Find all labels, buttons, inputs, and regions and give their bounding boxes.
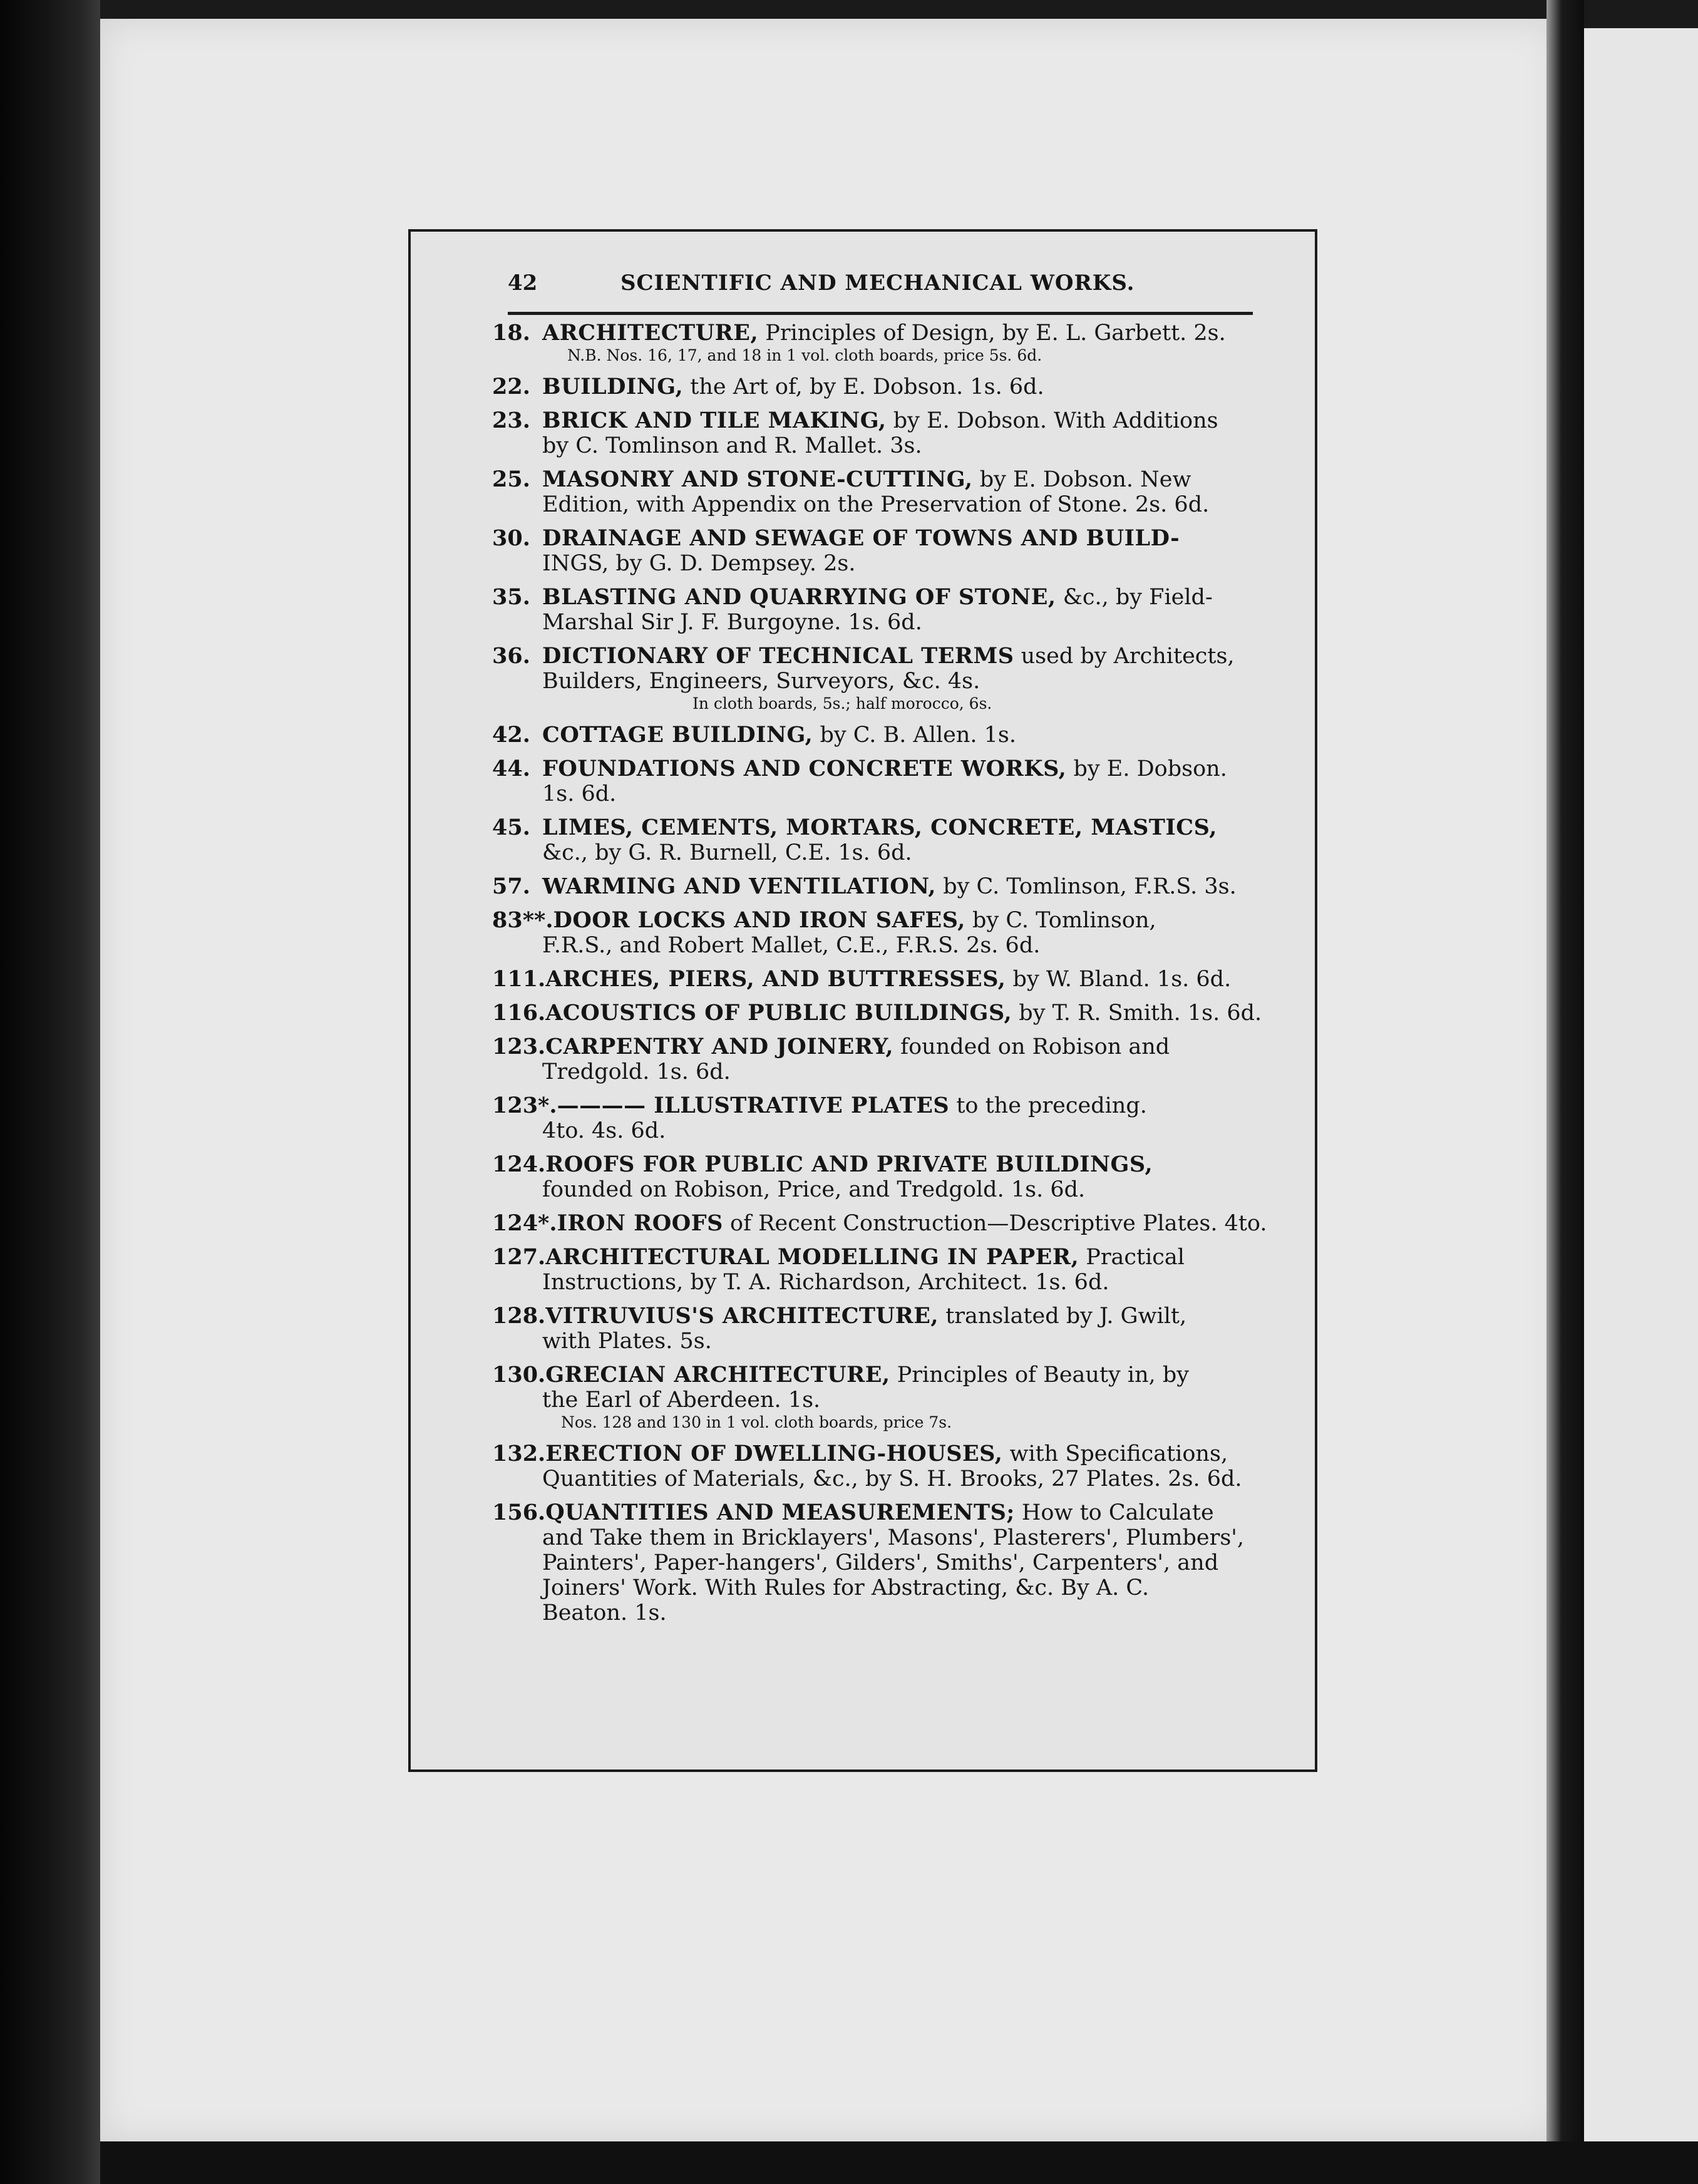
entry-title: CARPENTRY AND JOINERY,	[545, 1034, 894, 1059]
entry-continuation: by C. Tomlinson and R. Mallet. 3s.	[542, 433, 922, 458]
catalogue-entry	[492, 1500, 1253, 1625]
entry-text: by C. B. Allen. 1s.	[813, 723, 1017, 748]
catalogue-entry	[492, 874, 1253, 899]
entry-text: Principles of Design, by E. L. Garbett. 2s.	[758, 321, 1226, 346]
catalogue-entry	[492, 526, 1253, 576]
entry-title: ERECTION OF DWELLING-HOUSES,	[545, 1441, 1003, 1466]
entry-text: to the preceding.	[949, 1093, 1147, 1118]
entry-title: DICTIONARY OF TECHNICAL TERMS	[542, 643, 1014, 669]
entry-title: COTTAGE BUILDING,	[542, 722, 813, 748]
entry-number: 156.	[492, 1500, 546, 1525]
entry-number: 124*.	[492, 1210, 557, 1236]
entry-note: In cloth boards, 5s.; half morocco, 6s.	[692, 694, 992, 713]
entry-number: 130.	[492, 1362, 546, 1388]
entry-number: 123.	[492, 1034, 546, 1059]
facing-page-edge	[1584, 28, 1698, 2151]
entry-continuation: &c., by G. R. Burnell, C.E. 1s. 6d.	[542, 840, 912, 865]
page-number: 42	[508, 270, 538, 296]
entry-number: 18.	[492, 320, 530, 346]
entry-title: DOOR LOCKS AND IRON SAFES,	[553, 907, 965, 933]
entry-number: 36.	[492, 643, 530, 669]
entry-title: ARCHITECTURE,	[542, 320, 759, 346]
entry-title: BLASTING AND QUARRYING OF STONE,	[542, 584, 1056, 610]
catalogue-entry	[492, 723, 1253, 748]
entry-number: 30.	[492, 525, 530, 551]
entry-number: 127.	[492, 1244, 546, 1270]
entry-text: How to Calculate	[1014, 1500, 1214, 1525]
catalogue-entry	[492, 1034, 1253, 1084]
entry-title: MASONRY AND STONE-CUTTING,	[542, 466, 973, 492]
entry-number: 132.	[492, 1441, 546, 1466]
entry-title: ACOUSTICS OF PUBLIC BUILDINGS,	[545, 1000, 1012, 1026]
entry-number: 128.	[492, 1303, 546, 1329]
entry-continuation: and Take them in Bricklayers', Masons', Plasterers', Plumbers',	[542, 1525, 1245, 1550]
entry-continuation: the Earl of Aberdeen. 1s.	[542, 1388, 821, 1413]
entry-title: BUILDING,	[542, 374, 684, 399]
entry-number: 42.	[492, 722, 530, 748]
catalogue-entry	[492, 408, 1253, 458]
entry-text: by E. Dobson. With Additions	[886, 408, 1218, 433]
entry-title: LIMES, CEMENTS, MORTARS, CONCRETE, MASTICS,	[542, 815, 1217, 840]
entry-text: by C. Tomlinson, F.R.S. 3s.	[936, 874, 1237, 899]
entry-number: 83**.	[492, 907, 553, 933]
entry-text: by C. Tomlinson,	[965, 908, 1156, 933]
catalogue-entry	[492, 1000, 1262, 1026]
entry-continuation: Edition, with Appendix on the Preservation of Stone. 2s. 6d.	[542, 492, 1210, 517]
catalogue-entry	[492, 1152, 1253, 1202]
entry-text: founded on Robison and	[893, 1034, 1170, 1059]
catalogue-entry	[492, 815, 1253, 865]
entry-text: by W. Bland. 1s. 6d.	[1006, 967, 1232, 992]
book-gutter	[1546, 0, 1584, 2184]
entry-number: 57.	[492, 873, 530, 899]
header-rule	[508, 312, 1253, 315]
running-title: SCIENTIFIC AND MECHANICAL WORKS.	[620, 270, 1135, 296]
entry-continuation: Quantities of Materials, &c., by S. H. Brooks, 27 Plates. 2s. 6d.	[542, 1466, 1242, 1491]
entry-text: with Specifications,	[1002, 1441, 1228, 1466]
bottom-edge	[100, 2141, 1698, 2184]
entry-number: 116.	[492, 1000, 546, 1026]
catalogue-entry	[492, 321, 1253, 366]
entry-title: IRON ROOFS	[557, 1210, 723, 1236]
entry-number: 111.	[492, 966, 546, 992]
entry-continuation: Instructions, by T. A. Richardson, Architect. 1s. 6d.	[542, 1270, 1109, 1295]
entry-title: FOUNDATIONS AND CONCRETE WORKS,	[542, 756, 1067, 781]
catalogue-entry	[492, 967, 1253, 992]
entry-text: Principles of Beauty in, by	[890, 1362, 1190, 1388]
running-head	[508, 268, 1247, 307]
entry-title: WARMING AND VENTILATION,	[542, 873, 937, 899]
entry-continuation: 4to. 4s. 6d.	[542, 1118, 666, 1143]
entry-number: 22.	[492, 374, 530, 399]
entry-text: used by Architects,	[1014, 644, 1235, 669]
book-spine-edge	[0, 0, 100, 2184]
entry-continuation: INGS, by G. D. Dempsey. 2s.	[542, 551, 856, 576]
entry-continuation: Joiners' Work. With Rules for Abstracting, &c. By A. C.	[542, 1575, 1150, 1600]
entry-title: GRECIAN ARCHITECTURE,	[545, 1362, 890, 1388]
catalogue-list	[492, 320, 1267, 1634]
catalogue-entry	[492, 1304, 1253, 1354]
entry-title: ROOFS FOR PUBLIC AND PRIVATE BUILDINGS,	[545, 1151, 1153, 1177]
entry-number: 124.	[492, 1151, 546, 1177]
entry-continuation: F.R.S., and Robert Mallet, C.E., F.R.S. 2s. 6d.	[542, 933, 1041, 958]
entry-text: by T. R. Smith. 1s. 6d.	[1012, 1001, 1262, 1026]
catalogue-entry	[492, 374, 1253, 399]
entry-title: QUANTITIES AND MEASUREMENTS;	[545, 1500, 1015, 1525]
catalogue-entry	[492, 1362, 1253, 1433]
entry-text: translated by J. Gwilt,	[939, 1304, 1187, 1329]
entry-number: 23.	[492, 408, 530, 433]
catalogue-entry	[492, 1093, 1253, 1143]
entry-title: DRAINAGE AND SEWAGE OF TOWNS AND BUILD-	[542, 525, 1180, 551]
catalogue-entry	[492, 644, 1253, 714]
catalogue-entry	[492, 1441, 1253, 1491]
entry-title: ———— ILLUSTRATIVE PLATES	[557, 1093, 950, 1118]
entry-continuation: with Plates. 5s.	[542, 1329, 712, 1354]
entry-number: 123*.	[492, 1093, 557, 1118]
entry-title: ARCHITECTURAL MODELLING IN PAPER,	[545, 1244, 1079, 1270]
entry-number: 44.	[492, 756, 530, 781]
entry-number: 45.	[492, 815, 530, 840]
entry-note: N.B. Nos. 16, 17, and 18 in 1 vol. cloth boards, price 5s. 6d.	[567, 346, 1042, 364]
entry-continuation: Marshal Sir J. F. Burgoyne. 1s. 6d.	[542, 610, 922, 635]
entry-continuation: Beaton. 1s.	[542, 1600, 667, 1625]
entry-note: Nos. 128 and 130 in 1 vol. cloth boards, price 7s.	[561, 1413, 952, 1431]
entry-number: 25.	[492, 466, 530, 492]
catalogue-entry	[492, 908, 1253, 958]
entry-continuation: 1s. 6d.	[542, 781, 617, 806]
entry-title: VITRUVIUS'S ARCHITECTURE,	[545, 1303, 939, 1329]
entry-title: BRICK AND TILE MAKING,	[542, 408, 887, 433]
printed-page-frame	[408, 229, 1317, 1772]
entry-continuation: Tredgold. 1s. 6d.	[542, 1059, 731, 1084]
entry-continuation: founded on Robison, Price, and Tredgold. 1s. 6d.	[542, 1177, 1086, 1202]
catalogue-entry	[492, 1210, 1267, 1236]
entry-number: 35.	[492, 584, 530, 610]
entry-title: ARCHES, PIERS, AND BUTTRESSES,	[545, 966, 1006, 992]
entry-text: of Recent Construction—Descriptive Plates. 4to.	[723, 1211, 1267, 1236]
entry-text: Practical	[1079, 1245, 1185, 1270]
entry-text: by E. Dobson.	[1066, 756, 1227, 781]
catalogue-entry	[492, 467, 1253, 517]
entry-text: &c., by Field-	[1056, 585, 1213, 610]
entry-text: the Art of, by E. Dobson. 1s. 6d.	[683, 374, 1044, 399]
entry-text: by E. Dobson. New	[972, 467, 1191, 492]
catalogue-entry	[492, 1245, 1253, 1295]
catalogue-entry	[492, 756, 1253, 806]
entry-continuation: Painters', Paper-hangers', Gilders', Smiths', Carpenters', and	[542, 1550, 1219, 1575]
entry-continuation: Builders, Engineers, Surveyors, &c. 4s.	[542, 669, 980, 694]
catalogue-entry	[492, 585, 1253, 635]
